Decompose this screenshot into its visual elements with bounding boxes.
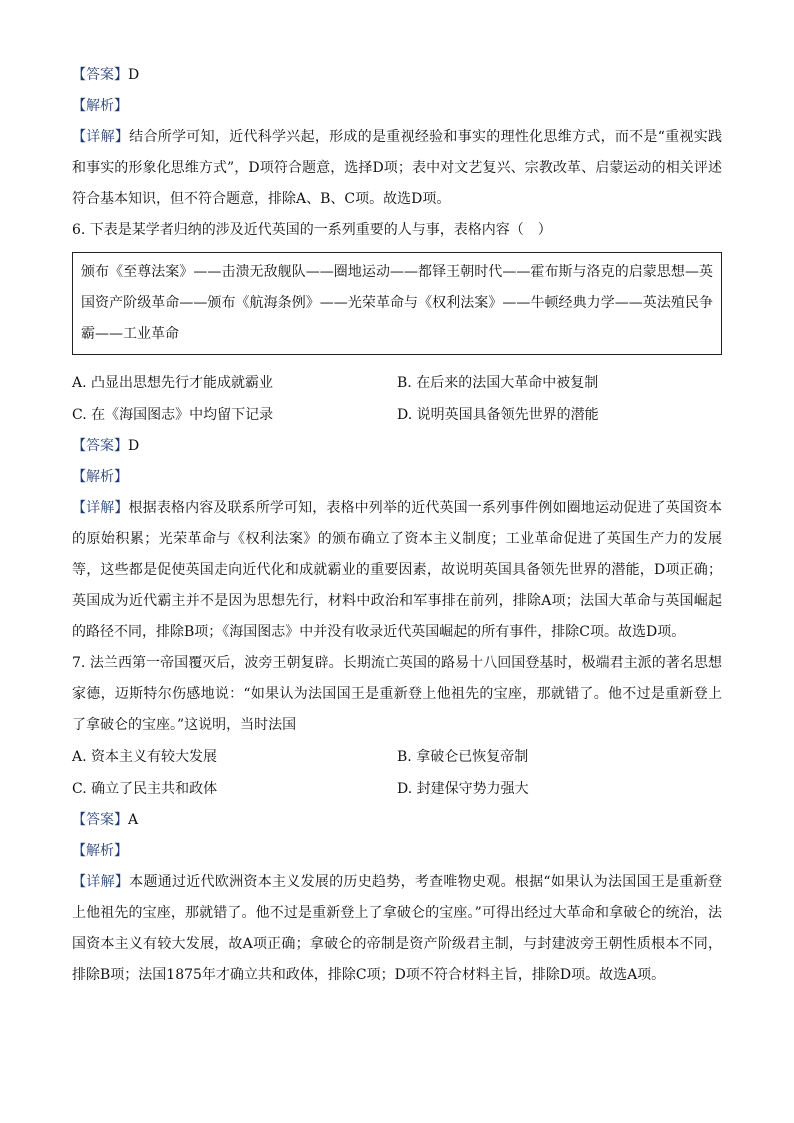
q6-option-c[interactable]: C. 在《海国图志》中均留下记录 <box>72 407 274 423</box>
answer-value: D <box>128 67 140 83</box>
q5-detail <box>72 122 722 215</box>
q6-option-a[interactable]: A. 凸显出思想先行才能成就霸业 <box>72 375 274 391</box>
answer-label: 【答案】 <box>72 67 128 83</box>
detail-label: 【详解】 <box>72 500 129 516</box>
detail-text: 根据表格内容及联系所学可知，表格中列举的近代英国一系列事件例如圈地运动促进了英国资本的原始积累；光荣革命与《权利法案》的颁布确立了资本主义制度；工业革命促进了英国生产力的发展等，这些都是促使英国走向近代化和成就霸业的重要因素，故说明英国具备领先世界的潜能，D项正确；英国成为近代霸主并不是因为思想先行，材料中政治和军事排在前列，排除A项；法国大革命与英国崛起的路径不同，排除B项；《海国图志》中并没有收录近代英国崛起的所有事件，排除C项。故选D项。 <box>72 500 723 640</box>
document-page <box>72 60 722 991</box>
answer-label: 【答案】 <box>72 812 128 828</box>
q7-analysis-label: 【解析】 <box>72 843 128 859</box>
q5-analysis-label: 【解析】 <box>72 98 128 114</box>
q7-detail <box>72 867 722 991</box>
detail-text: 本题通过近代欧洲资本主义发展的历史趋势，考查唯物史观。根据“如果认为法国国王是重新登上他祖先的宝座，那就错了。他不过是重新登上了拿破仑的宝座。”可得出经过大革命和拿破仑的统治，法国资本主义有较大发展，故A项正确；拿破仑的帝制是资产阶级君主制，与封建波旁王朝性质根本不同，排除B项；法国1875年才确立共和政体，排除C项；D项不符合材料主旨，排除D项。故选A项。 <box>72 874 723 983</box>
q6-answer <box>72 431 722 462</box>
answer-value: A <box>128 812 139 828</box>
q6-analysis-label: 【解析】 <box>72 469 128 485</box>
q6-stem: 6. 下表是某学者归纳的涉及近代英国的一系列重要的人与事，表格内容（ ） <box>72 222 552 238</box>
q6-option-b[interactable]: B. 在后来的法国大革命中被复制 <box>397 375 599 391</box>
q6-detail <box>72 493 722 648</box>
q7-option-a[interactable]: A. 资本主义有较大发展 <box>72 749 218 765</box>
detail-label: 【详解】 <box>72 129 130 145</box>
q7-answer <box>72 805 722 836</box>
q6-options-row-2 <box>72 399 722 431</box>
q6-options-row-1 <box>72 367 722 399</box>
answer-label: 【答案】 <box>72 438 128 454</box>
q6-option-d[interactable]: D. 说明英国具备领先世界的潜能 <box>397 407 599 423</box>
q6-table: 颁布《至尊法案》——击溃无敌舰队——圈地运动——都铎王朝时代——霍布斯与洛克的启蒙思想—英国资产阶级革命——颁布《航海条例》——光荣革命与《权利法案》——牛顿经典力学——英法殖民争霸——工业革命 <box>72 252 722 355</box>
q7-options-row-2 <box>72 773 722 805</box>
detail-label: 【详解】 <box>72 874 130 890</box>
answer-value: D <box>128 438 140 454</box>
q7-option-b[interactable]: B. 拿破仑已恢复帝制 <box>397 749 529 765</box>
q7-option-d[interactable]: D. 封建保守势力强大 <box>397 781 529 797</box>
detail-text: 结合所学可知，近代科学兴起，形成的是重视经验和事实的理性化思维方式，而不是“重视实践和事实的形象化思维方式”，D项符合题意，选择D项；表中对文艺复兴、宗教改革、启蒙运动的相关评述符合基本知识，但不符合题意，排除A、B、C项。故选D项。 <box>72 129 723 207</box>
q7-option-c[interactable]: C. 确立了民主共和政体 <box>72 781 218 797</box>
q7-options-row-1 <box>72 741 722 773</box>
q7-stem: 7. 法兰西第一帝国覆灭后，波旁王朝复辟。长期流亡英国的路易十八回国登基时，极端君主派的著名思想家德，迈斯特尔伤感地说：“如果认为法国国王是重新登上他祖先的宝座，那就错了。他不过是重新登上了拿破仑的宝座。”这说明，当时法国 <box>72 655 722 733</box>
q5-answer <box>72 60 722 91</box>
